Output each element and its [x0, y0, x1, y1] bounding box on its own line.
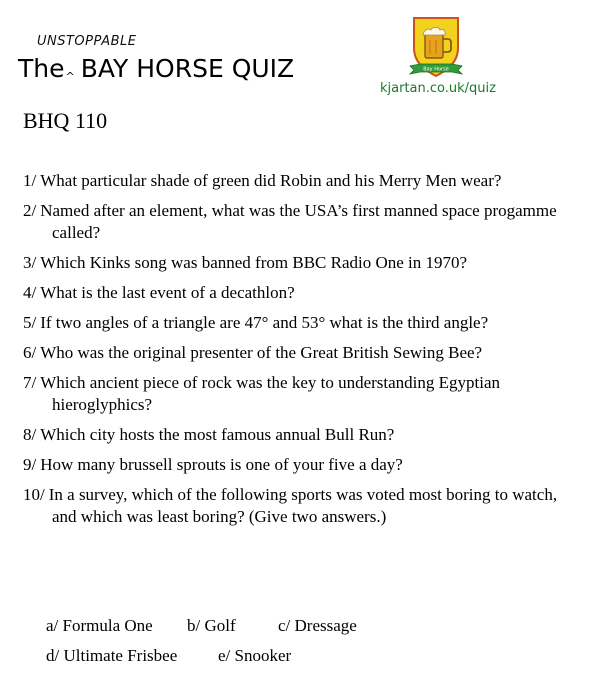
question-number: 1/: [23, 171, 37, 190]
logo-banner-text: Bay Horse: [423, 66, 449, 73]
question-number: 10/: [23, 485, 45, 504]
question-item: [23, 372, 583, 416]
question-text: Which city hosts the most famous annual Bull Run?: [40, 425, 395, 444]
question-item: [23, 424, 583, 446]
question-number: 3/: [23, 253, 37, 272]
question-item: [23, 484, 583, 528]
question-text: If two angles of a triangle are 47° and 53° what is the third angle?: [40, 313, 489, 332]
question-item: [23, 454, 583, 476]
option-c: c/ Dressage: [278, 616, 357, 635]
question-item: [23, 252, 583, 274]
logo-banner: [410, 64, 462, 74]
question-text: Which Kinks song was banned from BBC Radio One in 1970?: [40, 253, 468, 272]
option-d: d/ Ultimate Frisbee: [46, 646, 178, 665]
option-e: e/ Snooker: [218, 646, 292, 665]
title-prefix: The: [18, 54, 65, 83]
quiz-id: BHQ 110: [23, 108, 108, 133]
quiz-title: [18, 54, 294, 83]
question-number: 2/: [23, 201, 37, 220]
question-number: 6/: [23, 343, 37, 362]
question-text: How many brussell sprouts is one of your five a day?: [40, 455, 403, 474]
question-item: [23, 170, 583, 192]
question-text: What particular shade of green did Robin and his Merry Men wear?: [40, 171, 502, 190]
question-text: Which ancient piece of rock was the key to understanding Egyptian hieroglyphics?: [40, 373, 501, 414]
question-text: Who was the original presenter of the Great British Sewing Bee?: [40, 343, 483, 362]
question-number: 8/: [23, 425, 37, 444]
question-number: 4/: [23, 283, 37, 302]
option-a: a/ Formula One: [46, 616, 153, 635]
question-number: 5/: [23, 313, 37, 332]
question-text: What is the last event of a decathlon?: [40, 283, 295, 302]
question-item: [23, 312, 583, 334]
question-item: [23, 200, 583, 244]
question-number: 9/: [23, 455, 37, 474]
option-b: b/ Golf: [187, 616, 236, 635]
header-strap: UNSTOPPABLE: [37, 34, 137, 49]
question-number: 7/: [23, 373, 37, 392]
question-item: [23, 282, 583, 304]
question-text: Named after an element, what was the USA’s first manned space progamme called?: [40, 201, 557, 242]
bay-horse-logo: [408, 14, 464, 84]
insert-caret: ^: [65, 70, 75, 83]
logo-url: kjartan.co.uk/quiz: [380, 81, 496, 96]
question-item: [23, 342, 583, 364]
question-list: [23, 170, 583, 536]
question-text: In a survey, which of the following sports was voted most boring to watch, and which was least boring? (Give two answers.): [48, 485, 558, 526]
title-main: BAY HORSE QUIZ: [80, 54, 295, 83]
